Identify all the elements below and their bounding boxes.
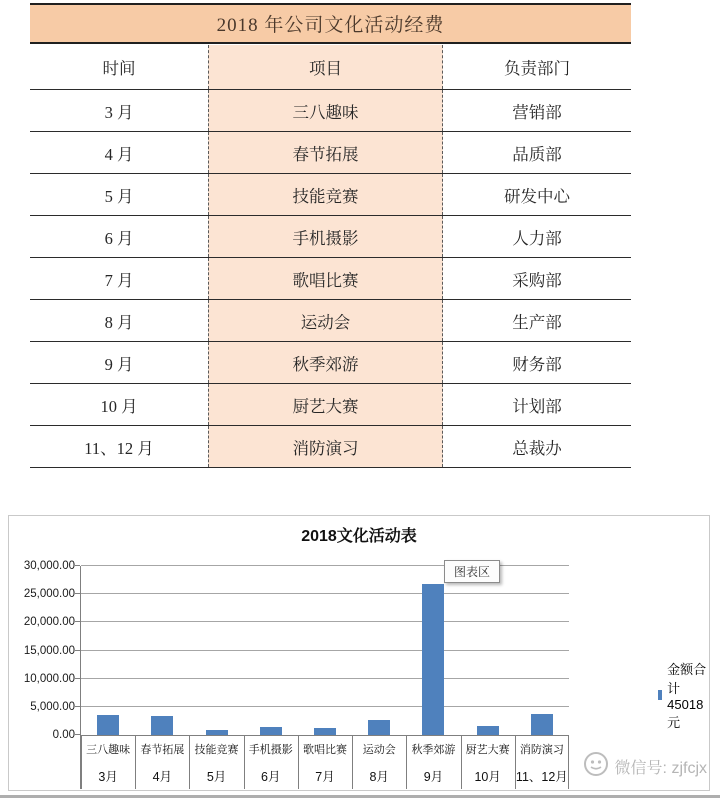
table-cell: 8 月 (104, 312, 134, 332)
chart-area-tooltip: 图表区 (444, 560, 500, 583)
y-axis-tick (75, 706, 80, 707)
table-cell: 春节拓展 (208, 132, 443, 173)
table-cell: 消防演习 (208, 426, 443, 467)
x-axis-category-label: 消防演习 (519, 743, 564, 756)
y-axis-tick (75, 734, 80, 735)
table-cell: 品质部 (512, 144, 562, 164)
gridline (81, 678, 569, 679)
x-axis-category-label: 厨艺大赛 (465, 743, 510, 756)
table-cell: 生产部 (512, 312, 562, 332)
bar (97, 715, 119, 735)
table-row (30, 384, 631, 426)
x-axis-category-label: 春节拓展 (140, 743, 185, 756)
table-cell: 三八趣味 (208, 90, 443, 131)
bar (368, 720, 390, 735)
column-header-project: 项目 (208, 45, 443, 89)
x-axis-category-label: 秋季郊游 (411, 743, 456, 756)
x-axis-category-label: 技能竞赛 (194, 743, 239, 756)
table-cell: 手机摄影 (208, 216, 443, 257)
x-axis-category-label: 歌唱比赛 (302, 743, 347, 756)
x-axis-month-label: 5月 (206, 769, 227, 784)
legend-label: 金额合计45018元 (667, 662, 707, 730)
table-header-row (30, 45, 631, 90)
table-title: 2018 年公司文化活动经费 (30, 3, 631, 44)
table-cell: 9 月 (104, 354, 134, 374)
x-axis-month-label: 9月 (423, 769, 444, 784)
y-axis-label: 0.00 (52, 729, 75, 741)
table-row (30, 426, 631, 468)
table-cell: 4 月 (104, 144, 134, 164)
x-axis-month-label: 10月 (474, 769, 501, 784)
table-cell: 厨艺大赛 (208, 384, 443, 425)
y-axis-label: 25,000.00 (23, 588, 75, 601)
legend-color-swatch (658, 690, 662, 700)
table-cell: 财务部 (512, 354, 562, 374)
table-cell: 歌唱比赛 (208, 258, 443, 299)
y-axis-tick (75, 621, 80, 622)
table-cell: 秋季郊游 (208, 342, 443, 383)
y-axis-tick (75, 650, 80, 651)
chart-area[interactable] (8, 515, 710, 791)
gridline (81, 621, 569, 622)
expense-table-body (30, 90, 631, 468)
y-axis-label: 15,000.00 (23, 644, 75, 657)
table-cell: 人力部 (512, 228, 562, 248)
expense-table (30, 45, 631, 468)
y-axis-tick (75, 593, 80, 594)
y-axis-tick (75, 678, 80, 679)
table-cell: 技能竞赛 (208, 174, 443, 215)
table-cell: 研发中心 (504, 186, 570, 206)
y-axis-label: 20,000.00 (23, 616, 75, 629)
table-cell: 运动会 (208, 300, 443, 341)
column-header-time: 时间 (102, 59, 136, 78)
table-row (30, 216, 631, 258)
x-axis-category-label: 三八趣味 (86, 743, 131, 756)
bar (260, 727, 282, 735)
y-axis-tick (75, 565, 80, 566)
table-cell: 11、12 月 (84, 438, 154, 458)
x-axis-month-label: 7月 (315, 769, 335, 784)
table-cell: 总裁办 (512, 438, 562, 458)
bar (477, 726, 499, 735)
table-cell: 3 月 (104, 102, 134, 122)
table-row (30, 258, 631, 300)
gridline (81, 706, 569, 707)
x-axis-month-label: 11、12月 (515, 769, 568, 784)
bar (531, 714, 553, 735)
table-cell: 5 月 (104, 186, 134, 206)
watermark-text: 微信号: zjfcjx (614, 760, 707, 777)
table-row (30, 342, 631, 384)
bar (314, 728, 336, 735)
table-row (30, 90, 631, 132)
plot-area (23, 560, 569, 784)
wechat-icon (583, 751, 609, 782)
y-axis-label: 5,000.00 (30, 700, 75, 713)
table-cell: 计划部 (512, 396, 562, 416)
y-axis-label: 30,000.00 (23, 560, 75, 572)
x-axis-month-label: 6月 (261, 769, 281, 784)
gridline (81, 650, 569, 651)
watermark (583, 751, 707, 782)
x-axis-month-label: 4月 (152, 769, 173, 784)
table-row (30, 300, 631, 342)
y-axis-label: 10,000.00 (23, 672, 75, 685)
gridline (81, 593, 569, 594)
page-bottom-edge (0, 795, 720, 798)
x-axis-month-label: 8月 (369, 769, 389, 784)
table-cell: 营销部 (512, 102, 562, 122)
chart-legend (658, 659, 709, 731)
bar (422, 584, 444, 735)
column-header-department: 负责部门 (504, 59, 570, 78)
x-axis-category-label: 手机摄影 (248, 743, 293, 756)
table-row (30, 132, 631, 174)
table-cell: 7 月 (104, 270, 134, 290)
x-axis-category-label: 运动会 (362, 743, 396, 756)
chart-title: 2018文化活动表 (301, 528, 417, 545)
table-cell: 6 月 (104, 228, 134, 248)
table-cell: 采购部 (512, 270, 562, 290)
bar (151, 716, 173, 735)
table-row (30, 174, 631, 216)
table-cell: 10 月 (100, 396, 138, 416)
x-axis-month-label: 3月 (98, 769, 118, 784)
